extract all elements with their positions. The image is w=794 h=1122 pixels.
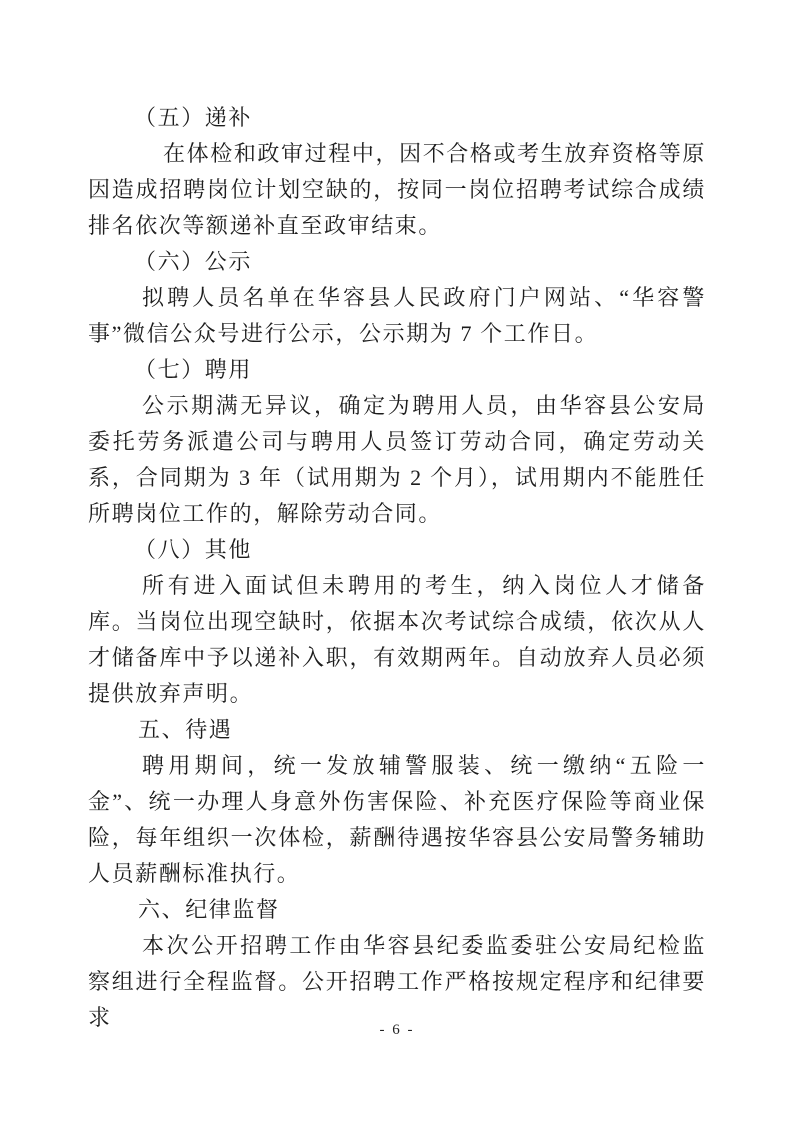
section-heading: 五、待遇 xyxy=(138,717,233,742)
paragraph: 本次公开招聘工作由华容县纪委监委驻公安局纪检监察组进行全程监督。公开招聘工作严格按规定程序和纪律要求 xyxy=(88,933,706,1030)
paragraph: 所有进入面试但未聘用的考生，纳入岗位人才储备库。当岗位出现空缺时，依据本次考试综合成绩，依次从人才储备库中予以递补入职，有效期两年。自动放弃人员必须提供放弃声明。 xyxy=(88,573,706,706)
paragraph: 拟聘人员名单在华容县人民政府门户网站、“华容警事”微信公众号进行公示，公示期为 7 个工作日。 xyxy=(88,285,706,346)
paragraph: 公示期满无异议，确定为聘用人员，由华容县公安局委托劳务派遣公司与聘用人员签订劳动合同，确定劳动关系，合同期为 3 年（试用期为 2 个月），试用期内不能胜任所聘岗位工作的，解除劳动合同。 xyxy=(88,393,706,526)
sub-heading: （七）聘用 xyxy=(134,357,253,382)
document-content xyxy=(88,100,706,1036)
page-number: - 6 - xyxy=(379,1022,415,1038)
section-heading: 六、纪律监督 xyxy=(138,897,280,922)
sub-heading: （八）其他 xyxy=(134,537,253,562)
page-footer xyxy=(0,1022,794,1039)
sub-heading: （五）递补 xyxy=(134,105,253,130)
paragraph: 在体检和政审过程中，因不合格或考生放弃资格等原因造成招聘岗位计划空缺的，按同一岗位招聘考试综合成绩排名依次等额递补直至政审结束。 xyxy=(88,141,706,238)
sub-heading: （六）公示 xyxy=(134,249,253,274)
paragraph: 聘用期间，统一发放辅警服装、统一缴纳“五险一金”、统一办理人身意外伤害保险、补充医疗保险等商业保险，每年组织一次体检，薪酬待遇按华容县公安局警务辅助人员薪酬标准执行。 xyxy=(88,753,706,886)
